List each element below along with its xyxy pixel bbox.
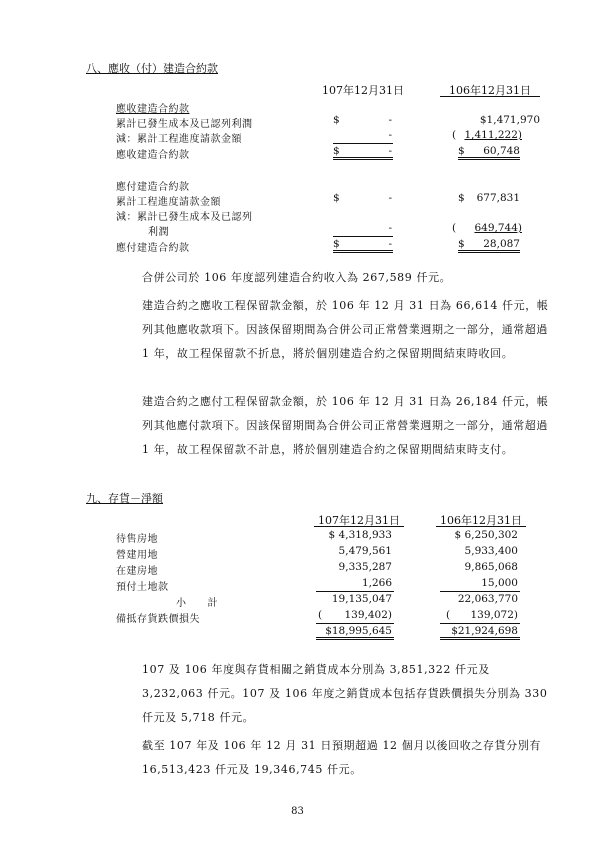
receivable-row-c1-dollar: $: [333, 114, 340, 126]
inventory-row-c2: 9,865,068: [464, 561, 518, 573]
payable-row-c2-dollar: $: [458, 192, 465, 204]
inventory-row-c1: 9,335,287: [338, 561, 392, 573]
inventory-row-c2-paren: (: [446, 609, 451, 621]
s8-subtotal-rule-2: [333, 236, 393, 237]
inventory-row-c2: 139,072): [470, 609, 518, 621]
payable-row-c1-dollar: $: [333, 192, 340, 204]
s8-paragraph-text: 建造合約之應收工程保留款金額，於 106 年 12 月 31 日為 66,614 仟元，帳列其他應收款項下。因該保留期間為合併公司正常營業週期之一部分，通常超過 1 年，故工程保留款不折息，將於個別建造合約之保留期間結束時收回。: [142, 299, 549, 360]
payable-row-c1: -: [388, 238, 392, 250]
inventory-row-c2: 22,063,770: [457, 593, 518, 605]
inventory-row-c1: $ 4,318,933: [328, 529, 392, 541]
payable-row-c2-dollar: $: [458, 238, 465, 250]
payable-row-c2: 677,831: [476, 192, 520, 204]
inventory-row-label: 預付土地款: [116, 582, 169, 593]
inventory-total-c2: $21,924,698: [451, 625, 518, 637]
s8-col2-header-rule: [440, 96, 540, 97]
payable-row-c2: 28,087: [483, 238, 520, 250]
inventory-row-c1: 1,266: [361, 577, 392, 589]
s9-col2-header: 106年12月31日: [440, 514, 522, 527]
s8-paragraph: [112, 266, 552, 290]
inventory-row-c2: 5,933,400: [464, 545, 518, 557]
s9-total-double-rule-1: [316, 637, 394, 640]
receivable-row-label: 應收建造合約款: [116, 150, 190, 161]
inventory-subtotal-label: 小 計: [176, 598, 218, 609]
s9-col2-header-rule: [436, 526, 526, 527]
payable-row-label: 減：累計已發生成本及已認列: [116, 212, 253, 223]
s8-total-double-rule-1: [333, 157, 393, 160]
s8-subtotal-rule-1: [333, 143, 393, 144]
receivable-row-c1: -: [388, 145, 392, 157]
s9-subtotal-rule-1: [316, 591, 394, 592]
receivable-row-c2: 60,748: [483, 145, 520, 157]
s9-paragraph-text: 107 及 106 年度與存貨相關之銷貨成本分別為 3,851,322 仟元及 3,232,063 仟元。107 及 106 年度之銷貨成本包括存貨跌價損失分別為 330 仟元及 5,718 仟元。: [142, 663, 548, 724]
receivable-row-c1: -: [388, 114, 392, 126]
payable-heading: 應付建造合約款: [116, 182, 190, 193]
s9-paragraph: [112, 658, 552, 730]
inventory-row-c1-paren: (: [318, 609, 323, 621]
s9-paragraph: [112, 734, 552, 782]
inventory-row-label: 備抵存貨跌價損失: [116, 614, 200, 625]
payable-row-c2-paren: (: [452, 222, 457, 234]
s8-col1-header: 107年12月31日: [322, 84, 404, 97]
section-8-title: 八、應收（付）建造合約款: [86, 62, 218, 75]
s8-paragraph-text: 建造合約之應付工程保留款金額，於 106 年 12 月 31 日為 26,184 仟元，帳列其他應付款項下。因該保留期間為合併公司正常營業週期之一部分，通常超過 1 年，故工程保留款不計息，將於個別建造合約之保留期間結束時支付。: [142, 395, 549, 456]
s9-subtotal-rule-3: [316, 623, 394, 624]
s8-paragraph-text: 合併公司於 106 年度認列建造合約收入為 267,589 仟元。: [142, 271, 452, 284]
inventory-total-c1: $18,995,645: [325, 625, 392, 637]
s8-col2-header: 106年12月31日: [449, 84, 531, 97]
inventory-row-c2: $ 6,250,302: [454, 529, 518, 541]
s9-col1-header-rule: [314, 526, 404, 527]
inventory-row-label: 在建房地: [116, 566, 158, 577]
inventory-row-c2: 15,000: [481, 577, 518, 589]
receivable-row-c2-dollar: $: [458, 145, 465, 157]
s8-paragraph: [112, 390, 552, 462]
s9-subtotal-rule-2: [440, 591, 520, 592]
s9-subtotal-rule-4: [440, 623, 520, 624]
s8-total-double-rule-3: [333, 250, 393, 253]
inventory-row-c1: 139,402): [344, 609, 392, 621]
receivable-row-c2-paren: (: [452, 129, 457, 141]
s8-total-double-rule-4: [458, 250, 520, 253]
payable-row-c2: 649,744): [474, 222, 522, 234]
s9-paragraph-text: 截至 107 年及 106 年 12 月 31 日預期超過 12 個月以後回收之存貨分別有 16,513,423 仟元及 19,346,745 仟元。: [142, 739, 541, 776]
s8-total-double-rule-2: [458, 157, 520, 160]
s9-col1-header: 107年12月31日: [318, 514, 400, 527]
receivable-row-c1: -: [388, 129, 392, 141]
inventory-row-label: 營建用地: [116, 550, 158, 561]
payable-row-label: 累計工程進度請款金額: [116, 197, 221, 208]
s9-total-double-rule-2: [440, 637, 520, 640]
payable-row-c1: -: [388, 192, 392, 204]
receivable-row-c2: $1,471,970: [479, 114, 540, 126]
s8-paragraph: [112, 294, 552, 366]
inventory-row-c1: 5,479,561: [338, 545, 392, 557]
receivable-row-label: 累計已發生成本及已認列利潤: [116, 119, 253, 130]
inventory-row-label: 待售房地: [116, 534, 158, 545]
section-9-title: 九、存貨－淨額: [86, 492, 163, 505]
receivable-heading: 應收建造合約款: [116, 104, 190, 115]
inventory-row-c1: 19,135,047: [331, 593, 392, 605]
payable-row-c1-dollar: $: [333, 238, 340, 250]
payable-row-label: 應付建造合約款: [116, 243, 190, 254]
receivable-row-c1-dollar: $: [333, 145, 340, 157]
payable-row-label: 利潤: [148, 227, 169, 238]
page-number: 83: [291, 806, 304, 817]
payable-row-c1: -: [388, 222, 392, 234]
receivable-row-label: 減：累計工程進度請款金額: [116, 134, 242, 145]
receivable-row-c2: 1,411,222): [464, 129, 522, 141]
